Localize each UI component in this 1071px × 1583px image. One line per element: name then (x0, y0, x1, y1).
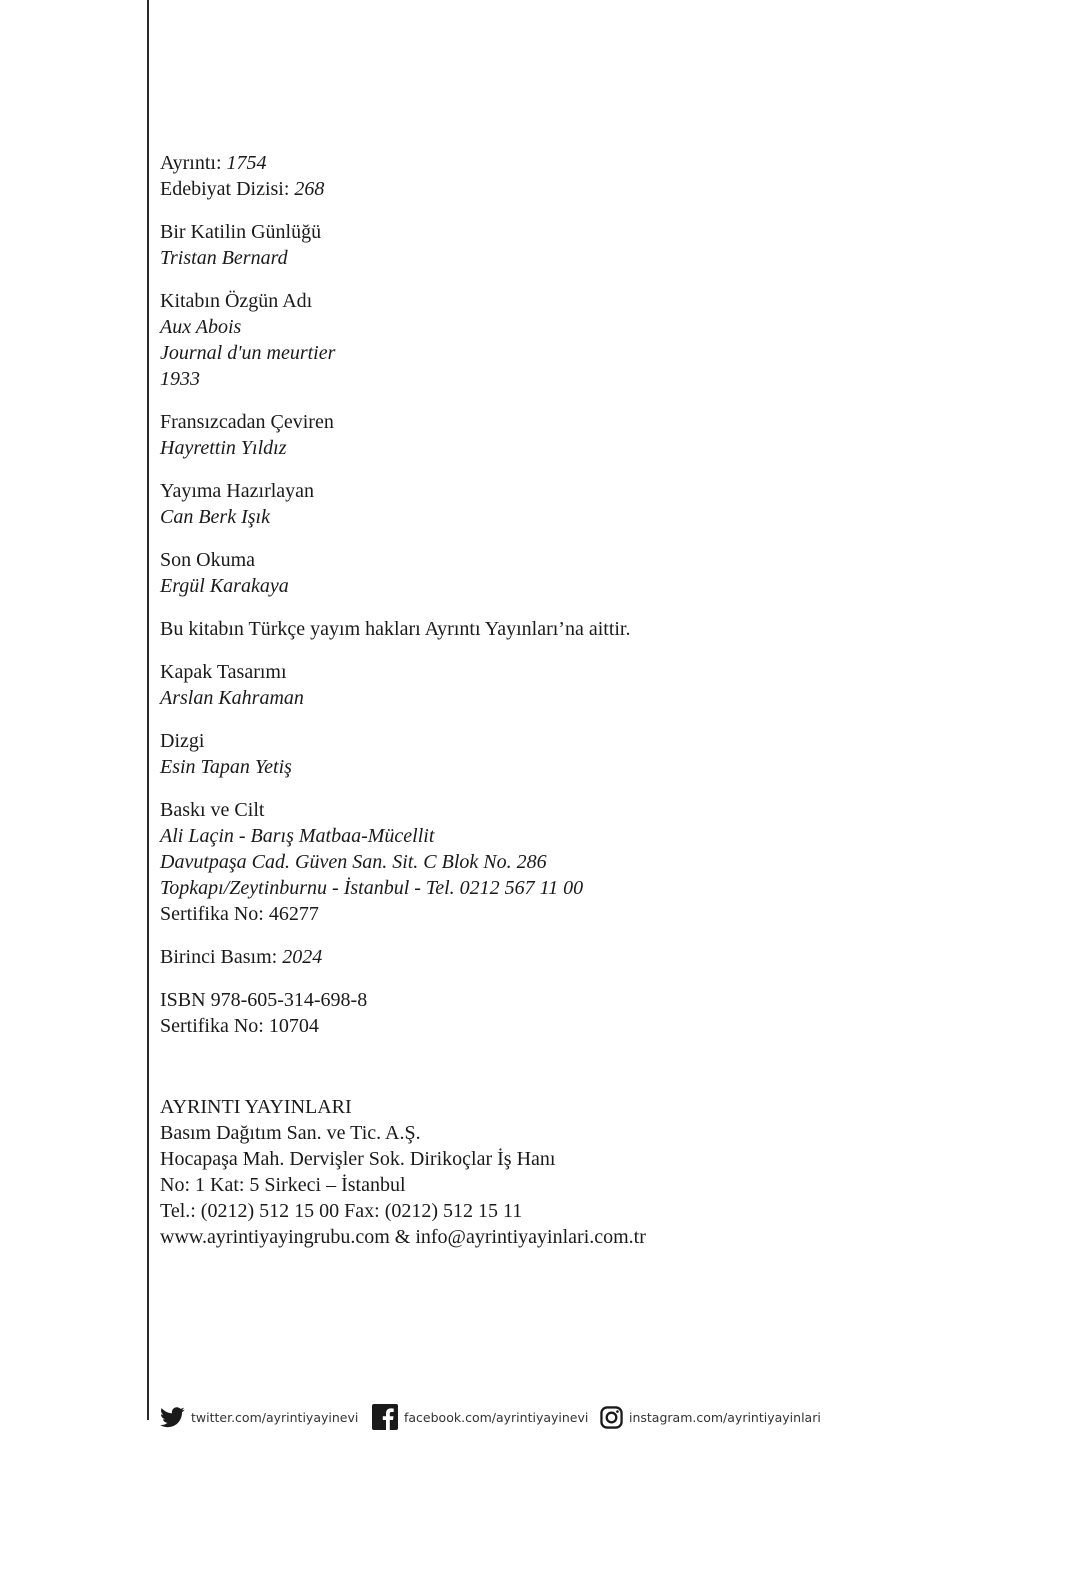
printing-label: Baskı ve Cilt (160, 799, 265, 821)
series-edebiyat: Edebiyat Dizisi: 268 (160, 178, 325, 200)
publisher-web: www.ayrintiyayingrubu.com & info@ayrintiyayinlari.com.tr (160, 1226, 646, 1248)
isbn-certificate: Sertifika No: 10704 (160, 1015, 319, 1037)
facebook-handle: facebook.com/ayrintiyayinevi (404, 1409, 589, 1425)
typesetting-name: Esin Tapan Yetiş (160, 756, 292, 778)
facebook-icon (372, 1404, 398, 1430)
instagram-link[interactable] (600, 1403, 821, 1431)
cover-name: Arslan Kahraman (160, 687, 304, 709)
original-title-label: Kitabın Özgün Adı (160, 290, 313, 312)
proofreader-label: Son Okuma (160, 549, 255, 571)
margin-rule (147, 0, 149, 1420)
instagram-icon (600, 1406, 623, 1429)
facebook-link[interactable] (372, 1403, 588, 1431)
twitter-link[interactable] (160, 1403, 358, 1431)
publisher-name: AYRINTI YAYINLARI (160, 1096, 352, 1118)
editor-label: Yayıma Hazırlayan (160, 480, 315, 502)
proofreader-name: Ergül Karakaya (160, 575, 289, 597)
original-title-1: Aux Abois (160, 316, 242, 338)
twitter-handle: twitter.com/ayrintiyayinevi (191, 1409, 359, 1425)
original-title-2: Journal d'un meurtier (160, 342, 336, 364)
series-ayrinti: Ayrıntı: 1754 (160, 152, 267, 174)
publisher-address-2: No: 1 Kat: 5 Sirkeci – İstanbul (160, 1174, 406, 1196)
editor-name: Can Berk Işık (160, 506, 270, 528)
first-edition: Birinci Basım: 2024 (160, 946, 323, 968)
printing-line-3: Topkapı/Zeytinburnu - İstanbul - Tel. 0212 567 11 00 (160, 877, 584, 899)
original-year: 1933 (160, 368, 200, 390)
cover-label: Kapak Tasarımı (160, 661, 287, 683)
translator-label: Fransızcadan Çeviren (160, 411, 334, 433)
printing-line-2: Davutpaşa Cad. Güven San. Sit. C Blok No. 286 (160, 851, 547, 873)
publisher-phone: Tel.: (0212) 512 15 00 Fax: (0212) 512 15 11 (160, 1200, 523, 1222)
book-author: Tristan Bernard (160, 247, 288, 269)
instagram-handle: instagram.com/ayrintiyayinlari (629, 1409, 821, 1425)
translator-name: Hayrettin Yıldız (160, 437, 287, 459)
book-title: Bir Katilin Günlüğü (160, 221, 322, 243)
printing-certificate: Sertifika No: 46277 (160, 903, 319, 925)
isbn: ISBN 978-605-314-698-8 (160, 989, 368, 1011)
printing-line-1: Ali Laçin - Barış Matbaa-Mücellit (160, 825, 435, 847)
copyright-page (160, 150, 1020, 1250)
typesetting-label: Dizgi (160, 730, 205, 752)
twitter-icon (160, 1407, 185, 1428)
publisher-company: Basım Dağıtım San. ve Tic. A.Ş. (160, 1122, 421, 1144)
social-links (160, 1403, 1020, 1431)
publisher-address-1: Hocapaşa Mah. Dervişler Sok. Dirikoçlar İş Hanı (160, 1148, 556, 1170)
rights-statement: Bu kitabın Türkçe yayım hakları Ayrıntı Yayınları’na aittir. (160, 618, 631, 640)
